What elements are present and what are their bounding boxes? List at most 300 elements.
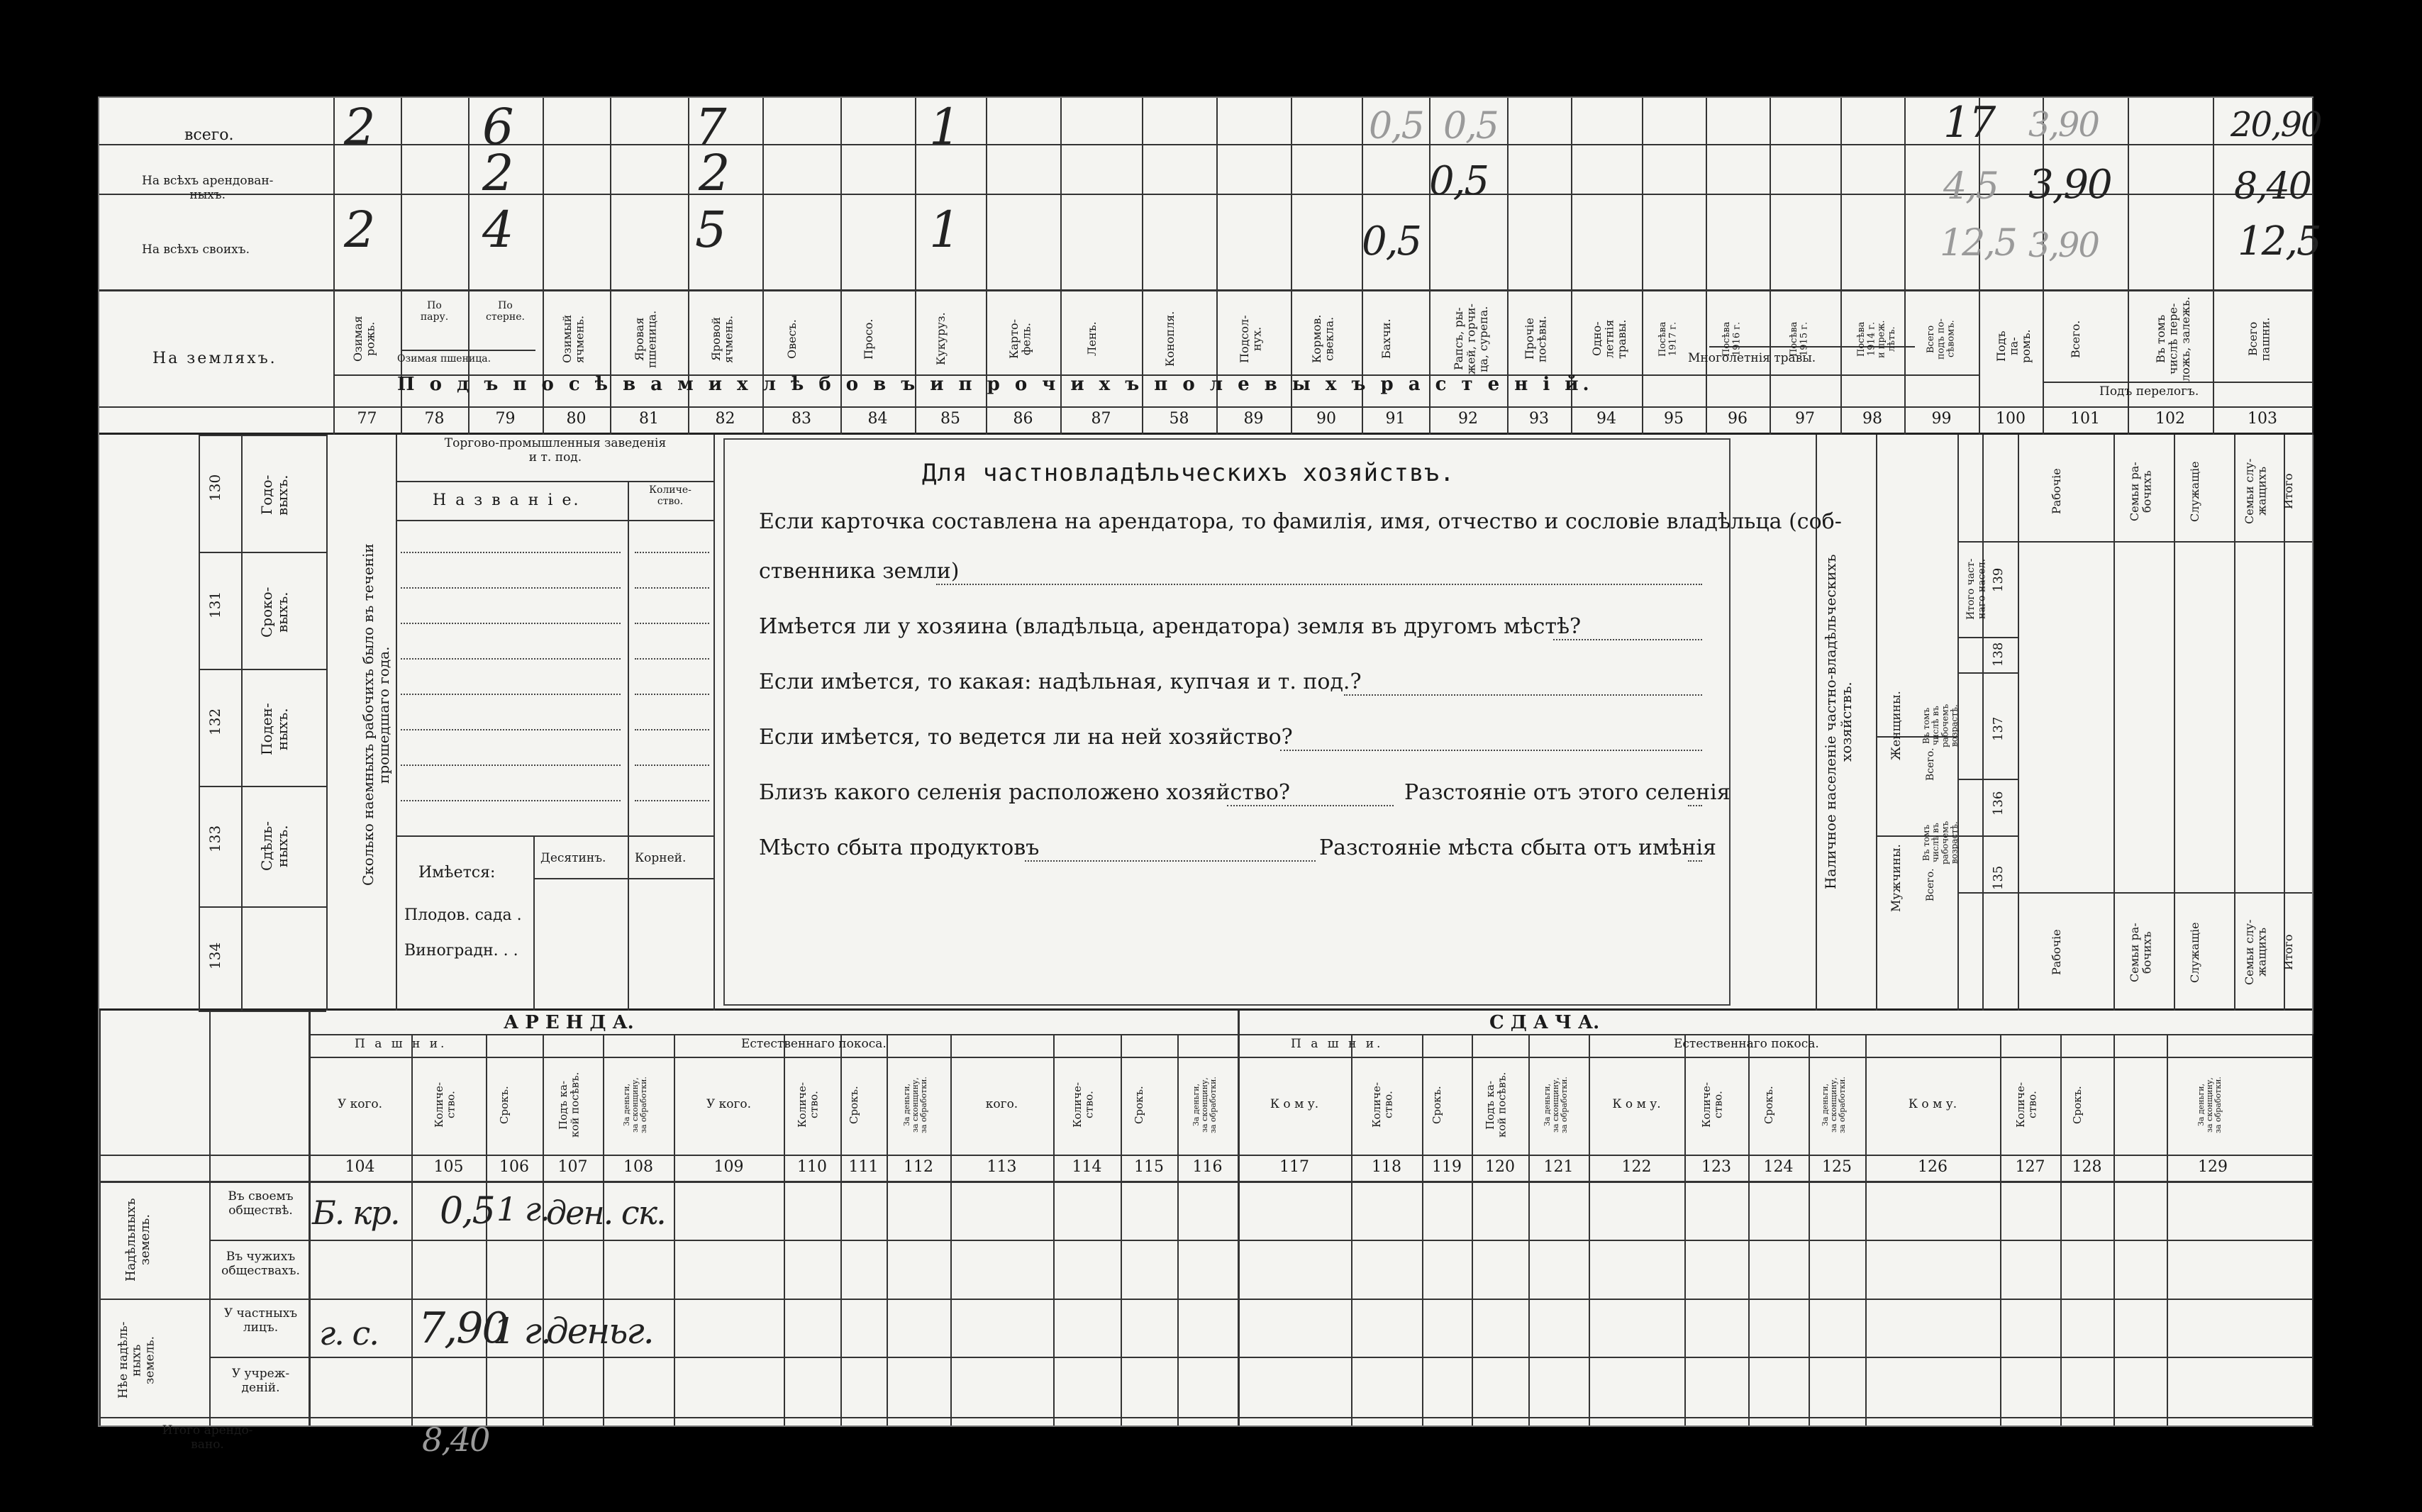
- bottom-vline: [99, 1011, 101, 1425]
- bottom-col-head: К о м у.: [1612, 1097, 1661, 1111]
- top-col-head: Посѣва 1917 г.: [1657, 321, 1679, 357]
- q2-dots: [1553, 639, 1702, 640]
- top-hline: [99, 289, 2312, 291]
- top-col-number: 96: [1728, 410, 1748, 428]
- bottom-vline: [2060, 1034, 2062, 1425]
- bottom-vline: [1121, 1034, 1122, 1425]
- handwritten-value: 3,90: [2028, 162, 2111, 208]
- mid-hline: [199, 669, 326, 670]
- handwritten-value: 3,90: [2028, 105, 2099, 145]
- handwritten-value: 0,5: [440, 1190, 494, 1233]
- itogo-chast-label: Итого чаcт- наго насел.: [1965, 558, 1988, 620]
- bottom-col-head: За деньги, за сконщину, за обработки.: [1821, 1077, 1848, 1133]
- bottom-vline: [209, 1011, 211, 1425]
- bottom-hline: [99, 1155, 2312, 1156]
- top-col-number: 103: [2248, 410, 2277, 428]
- top-col-head: Посѣва 1916 г.: [1721, 321, 1743, 357]
- bottom-col-head: У кого.: [337, 1097, 383, 1111]
- handwritten-value: 0,5: [1443, 105, 1498, 148]
- mid-hline: [199, 786, 326, 787]
- top-vline: [1979, 98, 1980, 435]
- top-col-number: 86: [1013, 410, 1033, 428]
- bottom-col-number: 106: [499, 1158, 529, 1176]
- bottom-col-number: 113: [987, 1158, 1017, 1176]
- v-svoem-label: Въ своемъ обществѣ.: [228, 1189, 294, 1218]
- top-hline: [401, 350, 535, 351]
- bottom-col-head: Количе- ство.: [1070, 1082, 1095, 1128]
- bottom-vline: [1528, 1034, 1530, 1425]
- bottom-col-number: 123: [1701, 1158, 1731, 1176]
- bottom-col-head: Срокъ.: [1762, 1086, 1775, 1124]
- top-row-label-own: На всѣхъ своихъ.: [142, 243, 250, 257]
- naem-label: Сколько наемныхъ рабочихъ было въ теченіи прошедшаго года.: [360, 543, 392, 886]
- q4-dots: [1280, 750, 1702, 751]
- trade-dotted-row: [635, 729, 709, 730]
- pop-col-head: Семьи слу- жащихъ: [2243, 458, 2269, 525]
- bottom-vline: [309, 1011, 311, 1425]
- bottom-vline: [784, 1034, 785, 1425]
- handwritten-value: деньг.: [546, 1311, 653, 1352]
- desyatin-head: Десятинъ.: [540, 851, 606, 865]
- bottom-col-head: Срокъ.: [2070, 1086, 2084, 1124]
- q5b: Разстояніе отъ этого селенія: [1404, 780, 1731, 805]
- pashni-label: П а ш н и.: [1291, 1037, 1384, 1051]
- trade-dotted-row: [401, 800, 621, 801]
- top-col-head: Яровой ячмень.: [709, 315, 735, 363]
- fruit-vline2: [628, 835, 629, 1011]
- top-vline: [1840, 98, 1842, 435]
- bottom-col-head: К о м у.: [1270, 1097, 1319, 1111]
- bottom-vline: [1809, 1034, 1810, 1425]
- bottom-col-number: 115: [1134, 1158, 1164, 1176]
- pop-col-foot: Семьи ра- бочихъ: [2127, 923, 2154, 982]
- top-col-number: 78: [424, 410, 445, 428]
- handwritten-value: 2: [344, 98, 374, 156]
- bottom-col-number: 121: [1543, 1158, 1574, 1176]
- top-col-number: 87: [1091, 410, 1111, 428]
- top-col-number: 80: [566, 410, 587, 428]
- pop-col-head: Итого: [2282, 473, 2295, 510]
- bottom-vline: [1472, 1034, 1473, 1425]
- top-col-number: 58: [1169, 410, 1189, 428]
- pop-col-foot: Служащіе: [2187, 922, 2201, 983]
- trade-dotted-row: [635, 623, 709, 624]
- zhenschiny-label: Женщины.: [1889, 691, 1904, 760]
- top-row-label-rented: На всѣхъ арендован- ныхъ.: [142, 174, 274, 202]
- top-col-number: 98: [1862, 410, 1882, 428]
- q5-dots: [1227, 805, 1394, 806]
- q3-dots: [1344, 694, 1702, 696]
- v-chuzhikh-label: Въ чужихъ обществахъ.: [221, 1250, 300, 1278]
- handwritten-value: 0,5: [1362, 218, 1421, 265]
- bottom-vline: [2167, 1034, 2168, 1425]
- imeetsya-label: Имѣется:: [418, 864, 496, 882]
- bottom-col-number: 122: [1621, 1158, 1652, 1176]
- pop-col-foot: Семьи слу- жащихъ: [2243, 919, 2269, 986]
- est-pokos-label: Естественнаго покоса.: [1674, 1037, 1819, 1051]
- ozimaya-label: Озимая пшеница.: [397, 353, 491, 365]
- mid-hline: [199, 906, 326, 908]
- top-col-head: Ленъ.: [1084, 321, 1099, 357]
- top-col-number: 101: [2070, 410, 2100, 428]
- bottom-col-head: За деньги, за сконщину, за обработки.: [902, 1077, 929, 1133]
- trade-line3: [396, 835, 715, 837]
- bottom-vline: [840, 1034, 842, 1425]
- top-col-head: Одно- летнія травы.: [1590, 319, 1629, 359]
- top-col-head: Кормов. свекла.: [1310, 314, 1336, 364]
- trade-dotted-row: [401, 623, 621, 624]
- bottom-vline: [1351, 1034, 1352, 1425]
- pop-vline: [2174, 435, 2175, 1011]
- pashni-label: П а ш н и.: [355, 1037, 448, 1051]
- pop-col-head: Служащіе: [2187, 461, 2201, 522]
- mid-left-col: Поден- ныхъ.: [258, 703, 291, 755]
- q6-dots: [1025, 860, 1316, 862]
- top-hline: [2043, 382, 2312, 383]
- handwritten-value: ден. ск.: [546, 1194, 665, 1232]
- top-col-head: Овесъ.: [785, 319, 799, 359]
- top-col-head: Всего пашни.: [2246, 317, 2272, 361]
- mid-left-number: 134: [206, 942, 223, 970]
- bottom-vline: [674, 1034, 675, 1425]
- trade-vline: [628, 481, 629, 835]
- handwritten-value: 2: [344, 201, 374, 259]
- trade-qty-head: Количе- ство.: [649, 484, 691, 508]
- bottom-hline: [309, 1034, 2312, 1035]
- bottom-hline: [209, 1357, 2312, 1358]
- korney-head: Корней.: [635, 851, 687, 865]
- handwritten-value: 12,5: [2238, 218, 2321, 265]
- bottom-col-number: 120: [1485, 1158, 1515, 1176]
- bottom-col-number: 127: [2015, 1158, 2045, 1176]
- handwritten-value: 1 г.: [493, 1311, 550, 1352]
- top-vline: [1706, 98, 1707, 435]
- top-col-number: 99: [1931, 410, 1952, 428]
- bottom-vline: [1177, 1034, 1179, 1425]
- bottom-col-number: 119: [1432, 1158, 1462, 1176]
- bottom-vline: [1589, 1034, 1590, 1425]
- plodov-label: Плодов. сада .: [404, 906, 522, 924]
- handwritten-value: 4: [482, 201, 513, 259]
- top-col-head: Подъ па- ромъ.: [1994, 329, 2033, 363]
- bottom-col-head: К о м у.: [1908, 1097, 1957, 1111]
- bottom-col-head: Срокъ.: [498, 1086, 511, 1124]
- mid-left-number: 133: [206, 825, 223, 853]
- pop-hline: [1957, 892, 2018, 894]
- mnogolet-label: Многолетнія травы.: [1688, 351, 1816, 365]
- trade-line2: [396, 520, 715, 521]
- est-pokos-label: Естественнаго покоса.: [741, 1037, 887, 1051]
- bottom-col-head: Срокъ.: [1133, 1086, 1145, 1124]
- nadel-label: Надѣльныхъ земель.: [123, 1198, 152, 1282]
- bottom-vline: [1748, 1034, 1750, 1425]
- bottom-col-number: 124: [1763, 1158, 1794, 1176]
- bottom-col-head: У кого.: [706, 1097, 752, 1111]
- bottom-col-head: Срокъ.: [1431, 1086, 1443, 1124]
- pop-col-foot: Итого: [2282, 934, 2295, 971]
- top-col-number: 81: [639, 410, 659, 428]
- pop-vline: [2234, 435, 2235, 1011]
- top-vline: [1642, 98, 1643, 435]
- bottom-col-number: 111: [848, 1158, 879, 1176]
- handwritten-value: Б. кр.: [312, 1194, 399, 1232]
- bottom-hline: [309, 1057, 2312, 1058]
- top-col-head: Всего.: [2069, 320, 2082, 358]
- handwritten-value: 4,5: [1943, 165, 1998, 208]
- v-tom-label: Въ томъ числѣ въ рабочемъ возрастѣ.: [1921, 821, 1960, 865]
- top-vline: [2312, 98, 2313, 435]
- trade-dotted-row: [401, 729, 621, 730]
- bottom-vline: [1238, 1011, 1240, 1425]
- bottom-col-number: 118: [1372, 1158, 1401, 1176]
- pop-col-head: Семьи ра- бочихъ: [2127, 462, 2154, 521]
- bottom-col-number: 107: [557, 1158, 588, 1176]
- top-col-number: 91: [1385, 410, 1406, 428]
- top-hline: [99, 406, 2312, 408]
- top-col-number: 90: [1316, 410, 1336, 428]
- bottom-vline: [1684, 1034, 1686, 1425]
- q6: Мѣсто сбыта продуктовъ: [759, 835, 1040, 860]
- pop-hline: [1957, 779, 2018, 780]
- handwritten-value: 1 г.: [496, 1190, 549, 1228]
- bottom-col-head: Подъ ка- кой посѣвъ.: [1484, 1072, 1509, 1138]
- bottom-col-number: 104: [345, 1158, 375, 1176]
- bottom-col-number: 116: [1192, 1158, 1223, 1176]
- bottom-col-head: Количе- ство.: [2013, 1082, 2038, 1128]
- pop-vline: [1876, 435, 1877, 1011]
- bottom-col-head: Количе- ство.: [1700, 1082, 1725, 1128]
- nalichnoe-label: Наличное населеніе частно-владѣльческихъ хозяйствъ.: [1822, 554, 1855, 890]
- q5b-dots: [1688, 805, 1702, 806]
- pop-number: 135: [1991, 865, 2006, 891]
- mid-hline: [199, 435, 326, 436]
- bottom-vline: [1865, 1034, 1867, 1425]
- top-col-number: 84: [867, 410, 888, 428]
- trade-title: Торгово-промышленныя заведенія и т. под.: [444, 436, 667, 465]
- bottom-col-head: Количе- ство.: [432, 1082, 457, 1128]
- bottom-vline: [950, 1034, 952, 1425]
- bottom-vline: [887, 1034, 888, 1425]
- q1-dots: [936, 584, 1702, 585]
- q1b: ственника земли): [759, 559, 960, 584]
- bottom-col-head: кого.: [985, 1097, 1018, 1111]
- bottom-col-number: 125: [1822, 1158, 1852, 1176]
- top-col-head: Кукуруз.: [934, 312, 948, 366]
- q1: Если карточка составлена на арендатора, то фамилія, имя, отчество и сословіе владѣльца (соб-: [759, 509, 1842, 534]
- top-col-head: Прочіе посѣвы.: [1523, 316, 1549, 362]
- itogo-arend-label: Итого арендо- вано.: [162, 1423, 253, 1452]
- top-col-number: 97: [1795, 410, 1815, 428]
- trade-dotted-row: [401, 765, 621, 766]
- pop-vline: [2018, 435, 2019, 1011]
- bottom-col-head: За деньги, за сконщину, за обработки.: [1542, 1077, 1569, 1133]
- handwritten-value: 8,40: [2234, 165, 2311, 208]
- top-col-head: По пару.: [420, 300, 449, 323]
- bottom-vline: [2312, 1034, 2313, 1425]
- bottom-col-head: За деньги, за сконщину, за обработки.: [622, 1077, 649, 1133]
- v-tom-label: Въ томъ числѣ въ рабочемъ возрастѣ.: [1921, 704, 1960, 747]
- top-col-head: Посѣва 1915 г.: [1789, 321, 1810, 357]
- vinograd-label: Виноградн. . .: [404, 942, 518, 960]
- bottom-vline: [1053, 1034, 1055, 1425]
- top-col-number: 79: [495, 410, 516, 428]
- top-col-number: 83: [791, 410, 811, 428]
- mid-vline: [241, 435, 243, 1011]
- handwritten-value: 2: [482, 144, 513, 202]
- mid-hline: [199, 552, 326, 553]
- mid-left-col: Сдѣль- ныхъ.: [258, 821, 291, 872]
- top-col-number: 95: [1664, 410, 1684, 428]
- mid-left-number: 130: [206, 474, 223, 502]
- pop-number: 139: [1991, 567, 2006, 593]
- trade-dotted-row: [635, 694, 709, 695]
- bottom-col-head: За деньги, за сконщину, за обработки.: [1191, 1077, 1218, 1133]
- bottom-col-number: 112: [904, 1158, 933, 1176]
- handwritten-value: 1: [929, 201, 960, 259]
- pop-number: 138: [1991, 642, 2006, 667]
- handwritten-value: 0,5: [1369, 105, 1423, 148]
- bottom-vline: [543, 1034, 544, 1425]
- fruit-hline: [533, 878, 715, 879]
- handwritten-value: 20,90: [2231, 105, 2321, 145]
- bottom-col-number: 126: [1918, 1158, 1948, 1176]
- bottom-vline: [2000, 1034, 2001, 1425]
- trade-dotted-row: [401, 658, 621, 660]
- bottom-hline: [99, 1299, 2312, 1300]
- top-col-head: Рапсъ, ры- жей, горчи- ца, сурепа.: [1452, 304, 1491, 374]
- top-col-head: Озимый ячмень.: [560, 314, 587, 364]
- q6b-dots: [1688, 860, 1702, 862]
- handwritten-value: 17: [1943, 98, 1995, 148]
- top-col-head: Карто- фель.: [1006, 318, 1033, 360]
- bottom-hline: [99, 1181, 2312, 1183]
- top-col-number: 77: [357, 410, 377, 428]
- trade-dotted-row: [635, 800, 709, 801]
- bottom-col-number: 105: [433, 1158, 464, 1176]
- top-banner: П о д ъ п о с ѣ в а м и х л ѣ б о в ъ и п р о ч и х ъ п о л е в ы х ъ р а с т е н і й.: [397, 374, 1594, 395]
- mid-hline: [199, 1011, 326, 1012]
- top-col-head: По стерне.: [486, 300, 525, 323]
- pop-vline: [1982, 435, 1984, 1011]
- handwritten-value: 8,40: [422, 1421, 489, 1459]
- pop-hline: [1957, 637, 2018, 638]
- na-zemlyakh-label: На земляхъ.: [152, 350, 277, 367]
- bottom-vline: [1422, 1034, 1423, 1425]
- trade-dotted-row: [401, 552, 621, 553]
- q6b: Разстояніе мѣста сбыта отъ имѣнія: [1319, 835, 1716, 860]
- handwritten-value: 5: [695, 201, 726, 259]
- mid-vline: [199, 435, 200, 1011]
- bottom-hline: [209, 1240, 2312, 1241]
- top-row-label-all: всего.: [184, 126, 234, 144]
- top-col-head: Яровая пшеница.: [633, 310, 659, 368]
- handwritten-value: 1: [929, 98, 960, 156]
- mid-left-number: 132: [206, 708, 223, 736]
- top-col-number: 92: [1458, 410, 1478, 428]
- bottom-vline: [2113, 1034, 2115, 1425]
- pop-hline: [1957, 541, 2312, 543]
- arenda-title: А Р Е Н Д А.: [504, 1012, 634, 1033]
- q3: Если имѣется, то какая: надѣльная, купчая и т. под.?: [759, 669, 1362, 694]
- trade-dotted-row: [635, 552, 709, 553]
- top-col-number: 93: [1529, 410, 1549, 428]
- u-uchrezh-label: У учреж- деній.: [231, 1367, 290, 1395]
- q5: Близъ какого селенія расположено хозяйство?: [759, 780, 1290, 805]
- muzhchiny-label: Мужчины.: [1889, 844, 1904, 912]
- top-col-head: Бахчи.: [1379, 318, 1393, 360]
- sdacha-title: С Д А Ч А.: [1489, 1012, 1600, 1033]
- bottom-col-number: 108: [623, 1158, 653, 1176]
- top-vline: [333, 98, 335, 435]
- nenadel-label: Нѣе надѣль- ныхъ земель.: [116, 1321, 157, 1399]
- top-vline: [1770, 98, 1771, 435]
- trade-dotted-row: [401, 694, 621, 695]
- top-col-number: 100: [1996, 410, 2026, 428]
- pop-vline: [2113, 435, 2115, 1011]
- handwritten-value: 2: [699, 144, 729, 202]
- census-card: [99, 98, 2321, 1459]
- vsego-label: Всего.: [1925, 747, 1936, 782]
- bottom-col-number: 114: [1072, 1158, 1102, 1176]
- bottom-col-head: Количе- ство.: [796, 1082, 821, 1128]
- trade-dotted-row: [635, 765, 709, 766]
- pop-number: 136: [1991, 791, 2006, 816]
- pop-number: 137: [1991, 716, 2006, 742]
- top-col-number: 89: [1243, 410, 1264, 428]
- handwritten-value: 7,90: [418, 1303, 508, 1353]
- pop-col-head: Рабочіе: [2049, 468, 2063, 515]
- handwritten-value: 6: [482, 98, 513, 156]
- q2: Имѣется ли у хозяина (владѣльца, арендатора) земля въ другомъ мѣстѣ?: [759, 614, 1582, 639]
- bottom-col-head: За деньги, за сконщину, за обработки.: [2196, 1077, 2223, 1133]
- bottom-col-number: 110: [797, 1158, 827, 1176]
- bottom-col-number: 109: [713, 1158, 744, 1176]
- handwritten-value: 12,5: [1940, 222, 2016, 265]
- trade-dotted-row: [635, 658, 709, 660]
- handwritten-value: 7: [695, 98, 726, 156]
- trade-dotted-row: [635, 587, 709, 589]
- top-col-head: Подсол- нух.: [1237, 315, 1264, 363]
- handwritten-value: 0,5: [1429, 158, 1489, 204]
- q4: Если имѣется, то ведется ли на ней хозяйство?: [759, 725, 1293, 750]
- top-col-head: Конопля.: [1162, 311, 1177, 367]
- trade-name-head: Н а з в а н і е.: [433, 491, 581, 509]
- bottom-col-head: Количе- ство.: [1370, 1082, 1395, 1128]
- trade-dotted-row: [401, 587, 621, 589]
- handwritten-value: г. с.: [319, 1314, 378, 1352]
- top-col-number: 85: [940, 410, 960, 428]
- pop-col-foot: Рабочіе: [2049, 929, 2063, 976]
- bottom-col-head: Подъ ка- кой посѣвъ.: [556, 1072, 581, 1138]
- bottom-col-number: 128: [2072, 1158, 2102, 1176]
- mid-vline: [326, 435, 328, 1011]
- bottom-hline: [99, 1417, 2312, 1418]
- pod-perelog-label: Подъ перелогъ.: [2099, 384, 2199, 399]
- u-chastnykh-label: У частныхъ лицъ.: [223, 1306, 298, 1335]
- vsego-label: Всего.: [1925, 868, 1936, 902]
- top-vline: [2043, 98, 2044, 435]
- top-col-head: Просо.: [861, 318, 875, 360]
- pop-hline: [1957, 672, 2018, 674]
- pop-hline: [1957, 835, 2018, 837]
- top-col-head: Всего подъ по- сѣвомъ.: [1925, 318, 1957, 360]
- top-col-head: Озимая рожь.: [350, 316, 377, 362]
- top-col-number: 82: [715, 410, 735, 428]
- pop-vline: [1816, 435, 1817, 1011]
- fruit-vline1: [533, 835, 535, 1011]
- trade-line: [396, 481, 715, 482]
- top-vline: [2213, 98, 2214, 435]
